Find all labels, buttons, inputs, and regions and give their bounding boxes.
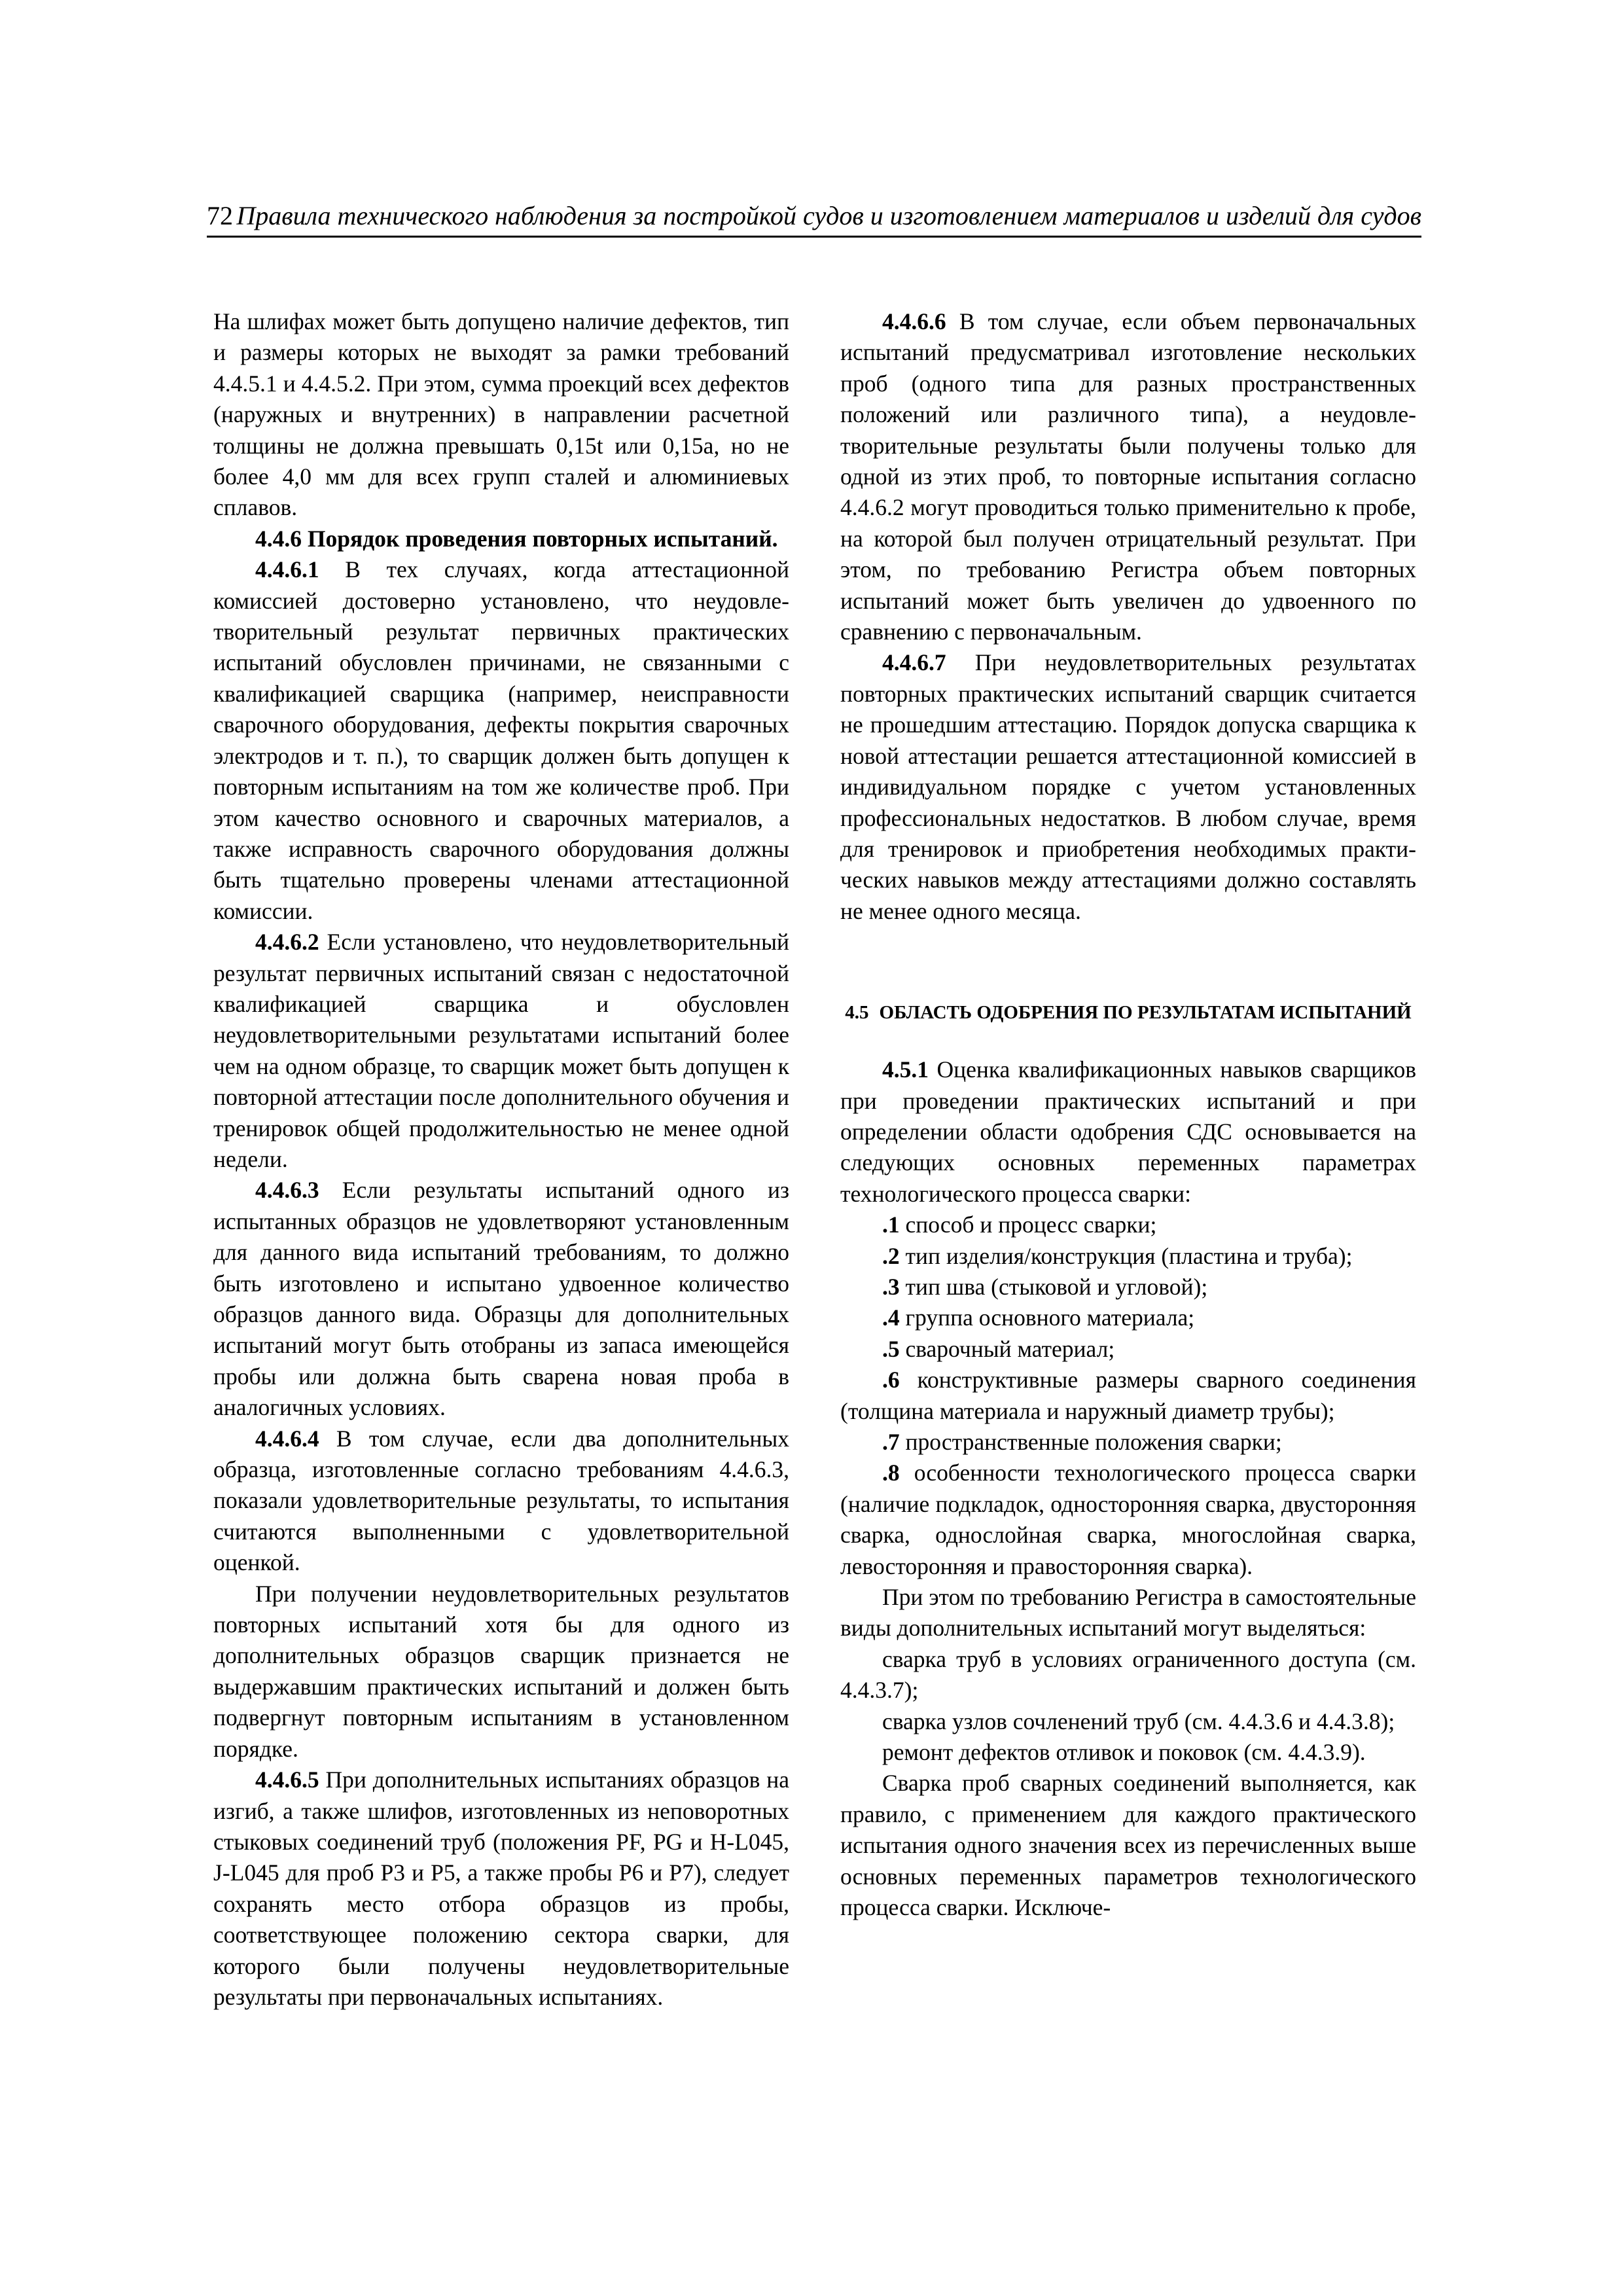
list-item	[840, 1458, 1416, 1582]
clause-number: 4.4.6.7	[882, 649, 946, 676]
heading-4-4-6: 4.4.6 Порядок проведения повторных испытаний.	[255, 525, 778, 552]
left-column	[213, 306, 789, 2013]
section-heading-4-5	[840, 1001, 1416, 1024]
page-header	[207, 198, 1421, 238]
list-item-text: пространственные положения сварки;	[899, 1429, 1282, 1455]
paragraph-repair-defects: ремонт дефектов отливок и поковок (см. 4.4.3.9).	[882, 1739, 1366, 1766]
list-item-number: .2	[882, 1242, 900, 1269]
clause-text: Оценка квалификационных навыков сварщиков при проведении практических испытаний и при определении области одобрения СДС основывается на следующих основных переменных параметрах технологического процесса сварки:	[840, 1056, 1416, 1207]
page-number: 72	[207, 201, 233, 230]
paragraph-4-4-6-1	[213, 554, 789, 927]
running-title: Правила технического наблюдения за постройкой судов и изготовлением материалов и изделий для судов	[236, 201, 1421, 230]
clause-number: 4.4.6.3	[255, 1177, 319, 1204]
clause-number: 4.4.6.6	[882, 308, 946, 334]
paragraph-sections-defects: На шлифах может быть допущено наличие дефектов, тип и размеры которых не выходят за рамки требований 4.4.5.1 и 4.4.5.2. При этом, сумма проекций всех дефектов (наружных и внутренних) в направлении расчетной толщины не должна превышать 0,15t или 0,15a, но не более 4,0 мм для всех групп сталей и алюминиевых сплавов.	[213, 308, 789, 521]
paragraph-register-requirement: При этом по требованию Регистра в самостоятельные виды дополнительных испытаний могут выделяться:	[840, 1584, 1416, 1641]
list-item-text: конструктивные размеры сварного соединения (толщина материала и наружный диаметр трубы);	[840, 1367, 1416, 1424]
clause-number: 4.5.1	[882, 1056, 929, 1083]
paragraph-4-5-1	[840, 1054, 1416, 1210]
clause-text: Если установлено, что неудовлетворительный результат первичных испытаний связан с недостаточной квалификацией сварщика и обусловлен неудовлетворительными результатами испытаний более чем на одном образце, то сварщик может быть допущен к повторной аттестации после дополнительного обучения и тренировок общей продолжительностью не менее одной недели.	[213, 929, 789, 1172]
paragraph-repeat-failure: При получении неудовлетворительных результатов повторных испытаний хотя бы для одного из дополнительных образцов сварщик признается не выдержавшим практических испытаний и должен быть подвергнут повторным испытаниям в установленном порядке.	[213, 1580, 789, 1762]
paragraph-4-4-6-5	[213, 1765, 789, 2013]
list-item-number: .7	[882, 1429, 900, 1455]
list-item	[840, 1241, 1416, 1272]
clause-number: 4.4.6.5	[255, 1767, 319, 1793]
list-item-text: тип шва (стыковой и угловой);	[899, 1273, 1208, 1300]
clause-text: Если результаты испытаний одного из испытанных образцов не удовлетворяют установленным для данного вида испытаний требованиям, то должно быть изготовлено и испытано удвоенное количество образцов данного вида. Образцы для дополнительных испытаний могут быть отобраны из запаса имеющейся пробы или должна быть сварена новая проба в аналогичных условиях.	[213, 1177, 789, 1421]
paragraph-restricted-access: сварка труб в условиях ограниченного доступа (см. 4.4.3.7);	[840, 1645, 1416, 1704]
list-item-number: .1	[882, 1211, 900, 1238]
list-item-text: группа основного материала;	[899, 1304, 1195, 1331]
clause-number: 4.4.6.2	[255, 929, 319, 956]
list-item	[840, 1272, 1416, 1302]
clause-number: 4.4.6.1	[255, 556, 319, 583]
list-item-text: способ и процесс сварки;	[899, 1211, 1157, 1238]
list-item	[840, 1302, 1416, 1333]
paragraph-welding-samples: Сварка проб сварных соединений выполняется, как правило, с применением для каждого практического испытания одного значения всех из перечисленных выше основных переменных параметров технологического процесса сварки. Исключе-	[840, 1770, 1416, 1921]
clause-text: При дополнительных испытаниях образцов на изгиб, а также шлифов, изготовленных из неповоротных стыковых соединений труб (положения PF, PG и H-L045, J-L045 для проб P3 и P5, а также пробы P6 и P7), следует сохранять место отбора образцов из пробы, соответствующее положению сектора сварки, для которого были получены неудовлетворительные результаты при первоначальных испытаниях.	[213, 1767, 789, 2010]
paragraph-4-4-6-3	[213, 1175, 789, 1423]
paragraph-4-4-6-2	[213, 927, 789, 1175]
list-item-number: .8	[882, 1460, 900, 1486]
right-column	[840, 306, 1416, 1924]
list-item	[840, 1365, 1416, 1427]
list-item-number: .4	[882, 1304, 900, 1331]
clause-text: В том случае, если два дополнительных образца, изготовленные согласно требованиям 4.4.6.3, показали удовлетворительные результаты, то испытания считаются выполненными с удовлетворительной оценкой.	[213, 1425, 789, 1576]
list-item	[840, 1427, 1416, 1458]
paragraph-4-4-6-6	[840, 306, 1416, 647]
list-item-text: особенности технологического процесса сварки (наличие подкладок, односторонняя сварка, двусторонняя сварка, однослойная сварка, многослойная сварка, левосторонняя и правосторонняя сварка).	[840, 1460, 1416, 1579]
list-item-text: тип изделия/конструкция (пластина и труба);	[899, 1242, 1353, 1269]
clause-text: В том случае, если объем первоначальных испытаний предусматривал изготовление нескольких проб (одного типа для разных пространственных положений или различного типа), а неудовлетворительные результаты были получены только для одной из этих проб, то повторные испытания согласно 4.4.6.2 могут проводиться только применительно к пробе, на которой был получен отрицательный результат. При этом, по требованию Регистра объем повторных испытаний может быть увеличен до удвоенного по сравнению с первоначальным.	[840, 308, 1416, 645]
list-item	[840, 1334, 1416, 1365]
section-number: 4.5	[845, 1002, 869, 1024]
list-item-number: .6	[882, 1367, 900, 1393]
list-item-number: .5	[882, 1335, 900, 1362]
clause-text: При неудовлетворительных результатах повторных практических испытаний сварщик считается не прошедшим аттестацию. Порядок допуска сварщика к новой аттестации решается аттестационной комиссией в индивидуальном порядке с учетом установленных профессиональных недостатков. В любом случае, время для тренировок и приобретения необходимых практических навыков между аттестациями должно составлять не менее одного месяца.	[840, 649, 1416, 924]
list-item-text: сварочный материал;	[899, 1335, 1115, 1362]
paragraph-4-4-6-7	[840, 647, 1416, 927]
list-item-number: .3	[882, 1273, 900, 1300]
clause-number: 4.4.6.4	[255, 1425, 319, 1452]
clause-text: В тех случаях, когда аттестационной комиссией достоверно установлено, что неудовлетворительный результат первичных практических испытаний обусловлен причинами, не связанными с квалификацией сварщика (например, неисправности сварочного оборудования, дефекты покрытия сварочных электродов и т. п.), то сварщик должен быть допущен к повторным испытаниям на том же количестве проб. При этом качество основного и сварочных материалов, а также исправность сварочного оборудования должны быть тщательно проверены членами аттестационной комиссии.	[213, 556, 789, 924]
list-item	[840, 1210, 1416, 1240]
paragraph-4-4-6-4	[213, 1424, 789, 1579]
paragraph-pipe-nodes: сварка узлов сочленений труб (см. 4.4.3.6 и 4.4.3.8);	[882, 1708, 1395, 1734]
section-title: ОБЛАСТЬ ОДОБРЕНИЯ ПО РЕЗУЛЬТАТАМ ИСПЫТАНИЙ	[879, 1002, 1412, 1024]
